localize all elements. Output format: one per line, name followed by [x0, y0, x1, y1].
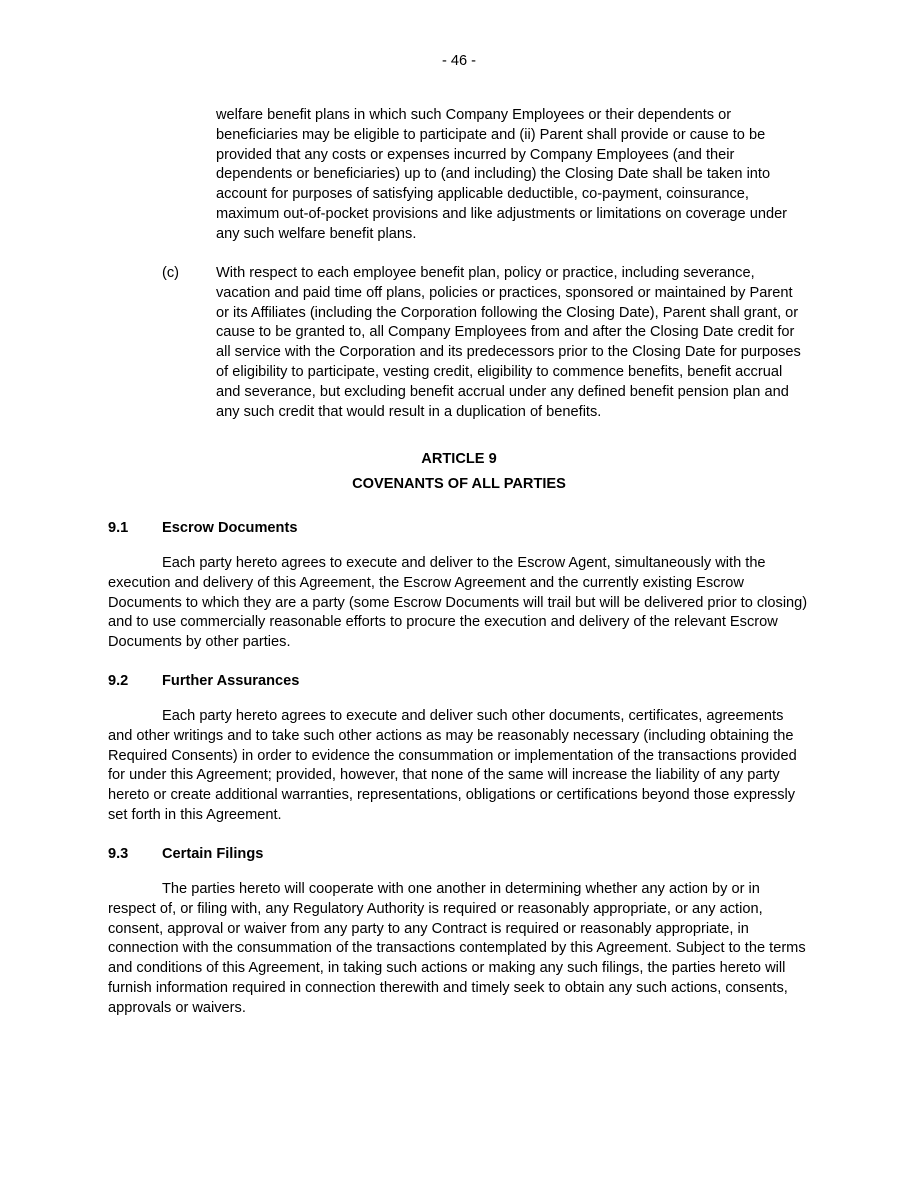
section-body: The parties hereto will cooperate with one another in determining whether any action by or in respect of, or filing with, any Regulatory Authority is required or reasonably appropriate, or any action, consent, approval or waiver from any party to any Contract is required or reasonably appropriate, in connection with the consummation of the transactions contemplated by this Agreement. Subject to the terms and conditions of this Agreement, in taking such actions or making any such filings, the parties hereto will furnish information required in connection therewith and timely seek to obtain any such actions, consents, approvals or waivers. [108, 881, 806, 1016]
section-title: Certain Filings [162, 846, 264, 862]
page-number: - 46 - [441, 53, 477, 69]
section-number: 9.3 [108, 846, 129, 862]
section-title: Escrow Documents [162, 520, 298, 536]
section-number: 9.1 [108, 520, 129, 536]
article-title: COVENANTS OF ALL PARTIES [352, 476, 566, 492]
section-9-2 [108, 672, 808, 826]
continuation-paragraph: welfare benefit plans in which such Company Employees or their dependents or beneficiaries may be eligible to participate and (ii) Parent shall provide or cause to be provided that any costs or expenses incurred by Company Employees (and their dependents or beneficiaries) up to (and including) the Closing Date shall be taken into account for purposes of satisfying applicable deductible, co-payment, coinsurance, maximum out-of-pocket provisions and like adjustments or limitations on coverage under any such welfare benefit plans. [216, 107, 788, 242]
section-body: Each party hereto agrees to execute and deliver to the Escrow Agent, simultaneously with the execution and delivery of this Agreement, the Escrow Agreement and the currently existing Escrow Documents to which they are a party (some Escrow Documents will trail but will be delivered prior to closing) and to use commercially reasonable efforts to procure the execution and delivery of the relevant Escrow Documents by other parties. [108, 555, 808, 651]
list-item-c [162, 264, 812, 422]
article-heading [0, 450, 918, 500]
section-9-1 [108, 519, 808, 653]
section-title: Further Assurances [162, 673, 300, 689]
section-heading [108, 519, 808, 539]
section-heading [108, 672, 808, 692]
list-item-text: With respect to each employee benefit plan, policy or practice, including severance, vacation and paid time off plans, policies or practices, sponsored or maintained by Parent or its Affiliates (including the Corporation following the Closing Date), Parent shall grant, or cause to be granted to, all Company Employees from and after the Closing Date credit for all service with the Corporation and its predecessors prior to the Closing Date for purposes of eligibility to participate, vesting credit, eligibility to commence benefits, benefit accrual and severance, but excluding benefit accrual under any defined benefit pension plan and any such credit that would result in a duplication of benefits. [216, 265, 801, 420]
section-body: Each party hereto agrees to execute and deliver such other documents, certificates, agreements and other writings and to take such other actions as may be reasonably necessary (including obtaining the Required Consents) in order to evidence the consummation or implementation of the transactions provided for under this Agreement; provided, however, that none of the same will increase the liability of any party hereto or create additional warranties, representations, obligations or certifications beyond those expressly set forth in this Agreement. [108, 708, 797, 823]
section-heading [108, 845, 808, 865]
article-number: ARTICLE 9 [421, 451, 497, 467]
section-number: 9.2 [108, 673, 129, 689]
list-item-label: (c) [162, 265, 180, 281]
section-9-3 [108, 845, 808, 1019]
